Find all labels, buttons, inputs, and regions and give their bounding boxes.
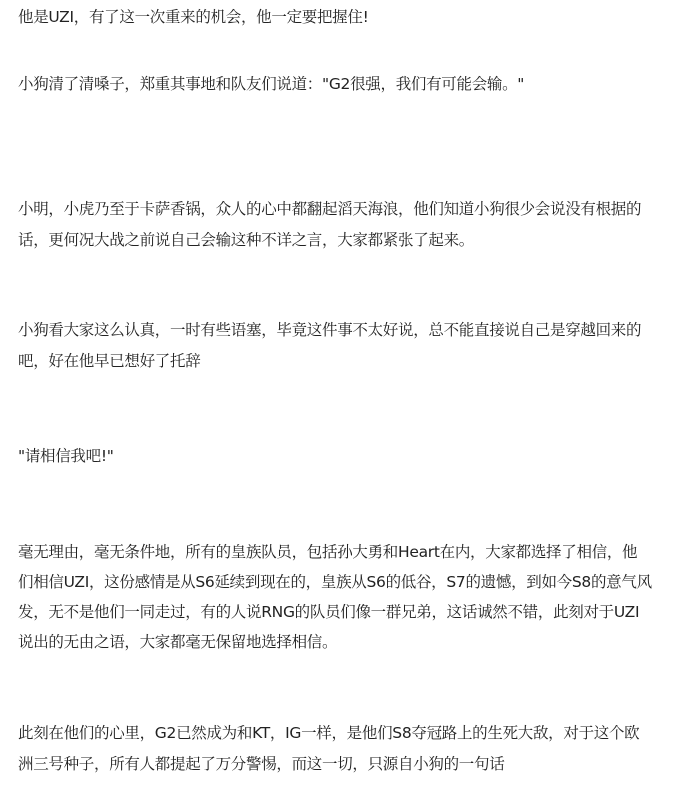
text-line: 发，无不是他们一同走过，有的人说RNG的队员们像一群兄弟，这话诚然不错，此刻对于UZI bbox=[18, 603, 640, 621]
text-line: 们相信UZI，这份感情是从S6延续到现在的，皇族从S6的低谷，S7的遗憾，到如今S8的意气风 bbox=[18, 573, 652, 591]
text-line: 此刻在他们的心里，G2已然成为和KT，IG一样，是他们S8夺冠路上的生死大敌，对于这个欧 bbox=[18, 724, 640, 742]
paragraph bbox=[18, 537, 652, 657]
paragraph bbox=[18, 2, 368, 33]
paragraph bbox=[18, 441, 114, 472]
text-line: 小明，小虎乃至于卡萨香锅，众人的心中都翻起滔天海浪，他们知道小狗很少会说没有根据的 bbox=[18, 200, 642, 218]
text-line: 话，更何况大战之前说自己会输这种不详之言，大家都紧张了起来。 bbox=[18, 231, 475, 249]
text-line: 吧，好在他早已想好了托辞 bbox=[18, 352, 201, 370]
text-line: 小狗看大家这么认真，一时有些语塞，毕竟这件事不太好说，总不能直接说自己是穿越回来的 bbox=[18, 321, 642, 339]
text-line: 小狗清了清嗓子，郑重其事地和队友们说道："G2很强，我们有可能会输。" bbox=[18, 75, 525, 93]
paragraph bbox=[18, 718, 639, 780]
text-line: 说出的无由之语，大家都毫无保留地选择相信。 bbox=[18, 633, 338, 651]
text-line: 他是UZI，有了这一次重来的机会，他一定要把握住! bbox=[18, 8, 369, 26]
paragraph bbox=[18, 194, 641, 256]
text-line: 毫无理由，毫无条件地，所有的皇族队员，包括孙大勇和Heart在内，大家都选择了相信，他 bbox=[18, 543, 638, 561]
text-line: "请相信我吧!" bbox=[18, 447, 114, 465]
paragraph bbox=[18, 69, 524, 100]
text-line: 洲三号种子，所有人都提起了万分警惕，而这一切，只源自小狗的一句话 bbox=[18, 755, 505, 773]
paragraph bbox=[18, 315, 641, 377]
